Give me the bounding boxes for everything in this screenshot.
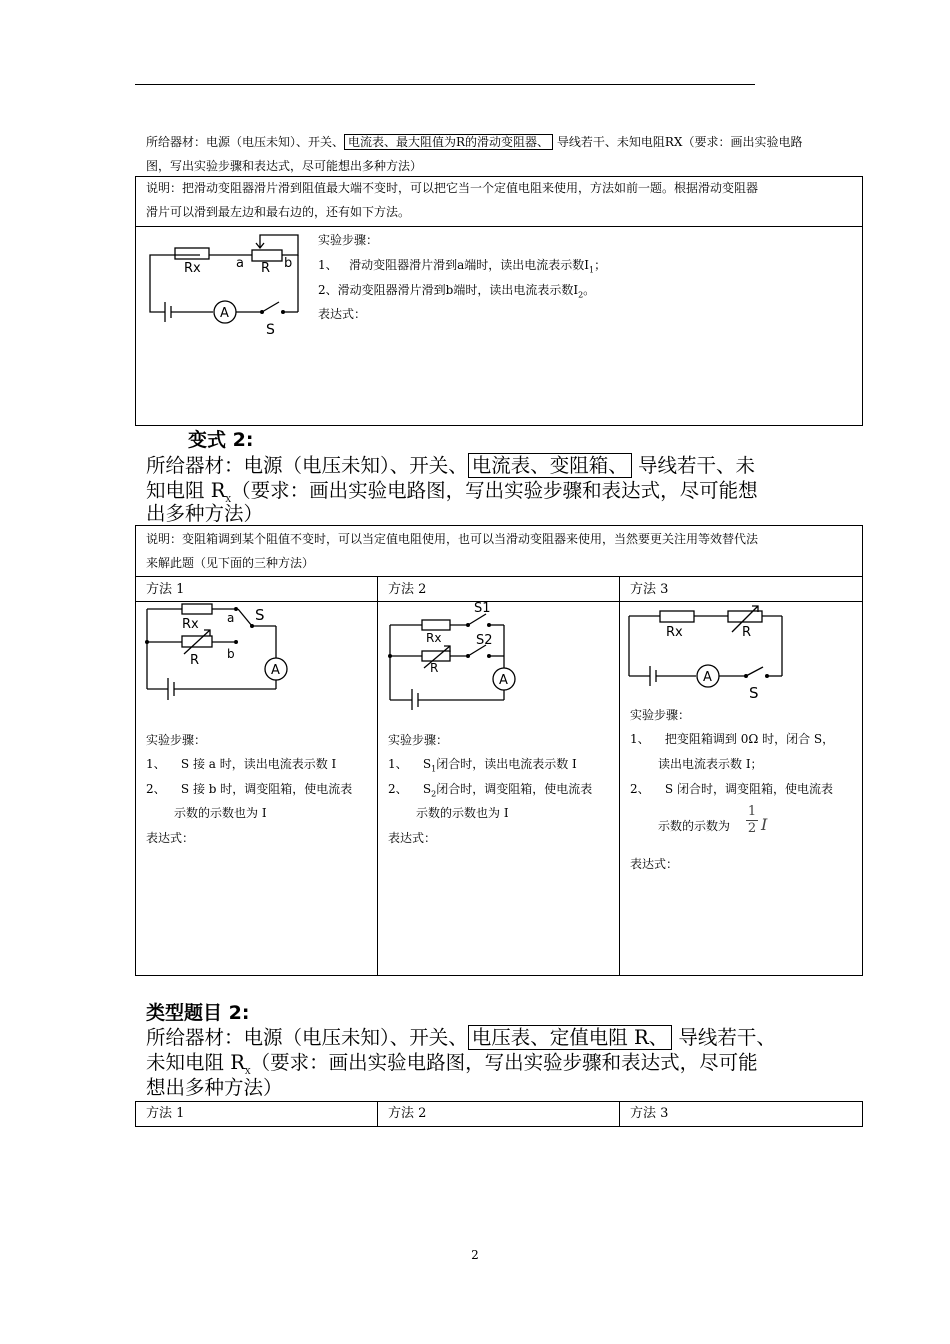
m1-ammeter-label: A xyxy=(271,663,280,678)
variant2-col-divider-2 xyxy=(619,576,620,976)
method2-circuit xyxy=(380,600,525,710)
variant2-line2-sub: X xyxy=(225,494,232,504)
fraction-numerator: 1 xyxy=(747,804,757,819)
m1-step-2-cont: 示数的示数也为 I xyxy=(174,806,267,820)
m2-step-2-num: 2、 xyxy=(388,782,408,796)
given-materials-1-line2: 图，写出实验步骤和表达式，尽可能想出多种方法） xyxy=(146,159,423,173)
m1-step-1-num: 1、 xyxy=(146,757,166,771)
method3-circuit xyxy=(622,604,797,704)
type2-method-3: 方法 3 xyxy=(630,1106,669,1121)
type2-line2-sub: X xyxy=(244,1066,251,1076)
m2-expression-label: 表达式： xyxy=(388,831,437,845)
m1-s-label: S xyxy=(255,606,265,624)
m3-step-2-num: 2、 xyxy=(630,782,650,796)
variant2-line2-a: 知电阻 R xyxy=(146,479,226,502)
variant2-given-prefix: 所给器材：电源（电压未知）、开关、 xyxy=(146,454,468,477)
top-step-1-end: ； xyxy=(594,258,607,272)
m3-step-2-cont-text: 示数的示数为 xyxy=(658,819,731,833)
header-rule xyxy=(135,84,755,85)
variant2-note-line2: 来解此题（见下面的三种方法） xyxy=(146,556,315,570)
variant2-given-line3: 出多种方法） xyxy=(146,502,264,525)
fraction-variable: I xyxy=(761,815,768,834)
method1-circuit xyxy=(140,602,300,702)
m1-expression-label: 表达式： xyxy=(146,831,195,845)
m3-r-label: R xyxy=(742,625,752,640)
m3-expression-label: 表达式： xyxy=(630,857,679,871)
m2-step-2-cont: 示数的示数也为 I xyxy=(416,806,509,820)
top-step-2-text: 2、滑动变阻器滑片滑到b端时，读出电流表示数I xyxy=(318,283,579,297)
given-boxed: 电流表、最大阻值为R的滑动变阻器、 xyxy=(344,134,553,150)
m3-step-1-text: 把变阻箱调到 0Ω 时，闭合 S， xyxy=(664,732,835,746)
top-step-2-end: 。 xyxy=(583,283,596,297)
variant2-given-boxed: 电流表、变阻箱、 xyxy=(468,453,632,478)
m1-step-1 xyxy=(146,752,336,777)
m3-step-2-cont xyxy=(630,814,730,839)
type2-col-divider-1 xyxy=(377,1101,378,1127)
given-suffix: 导线若干、未知电阻RX（要求：画出实验电路 xyxy=(556,135,803,149)
variant2-line2-b: （要求：画出实验电路图，写出实验步骤和表达式，尽可能想 xyxy=(231,479,758,502)
b-label: b xyxy=(284,256,293,271)
m3-step-1 xyxy=(630,727,834,752)
top-step-1-num: 1、 xyxy=(318,258,338,272)
top-note-line1: 说明：把滑动变阻器滑片滑到阻值最大端不变时，可以把它当一个定值电阻来使用，方法如前一题。根据滑动变阻器 xyxy=(146,181,759,195)
top-step-1-text: 滑动变阻器滑片滑到a端时，读出电流表示数I xyxy=(349,258,589,272)
m2-step-2-pre: S xyxy=(422,782,432,796)
type2-given-line3: 想出多种方法） xyxy=(146,1076,283,1099)
m3-rx-label: Rx xyxy=(666,625,683,640)
m3-s-label: S xyxy=(749,684,759,702)
variant2-col-divider-1 xyxy=(377,576,378,976)
top-step-2-sub: 2 xyxy=(578,290,584,300)
m2-step-1-pre: S xyxy=(422,757,432,771)
type2-given-boxed: 电压表、定值电阻 R、 xyxy=(468,1025,672,1050)
type2-table xyxy=(135,1101,863,1127)
given-prefix: 所给器材：电源（电压未知）、开关、 xyxy=(146,135,345,149)
m1-step-1-text: S 接 a 时，读出电流表示数 I xyxy=(180,757,337,771)
m2-step-1-text: 闭合时，读出电流表示数 I xyxy=(436,757,577,771)
type2-given-line1 xyxy=(146,1024,776,1051)
m2-step-1-num: 1、 xyxy=(388,757,408,771)
m2-step-1-sub: 1 xyxy=(431,764,437,774)
m3-ammeter-label: A xyxy=(703,670,712,685)
m2-rx-label: Rx xyxy=(426,631,442,645)
top-note-line2: 滑片可以滑到最左边和最右边的，还有如下方法。 xyxy=(146,205,411,219)
m3-steps-title: 实验步骤： xyxy=(630,708,691,722)
variant2-note-line1: 说明：变阻箱调到某个阻值不变时，可以当定值电阻使用，也可以当滑动变阻器来使用，当然要更关注用等效替代法 xyxy=(146,532,759,546)
method1-title: 方法 1 xyxy=(146,582,185,597)
m2-s2-label: S2 xyxy=(476,633,493,648)
fraction-denominator: 2 xyxy=(747,821,757,836)
m3-step-1-cont: 读出电流表示数 I； xyxy=(658,757,763,771)
rx-label: Rx xyxy=(184,261,201,276)
m2-s1-label: S1 xyxy=(474,601,491,616)
a-label: a xyxy=(236,256,244,271)
m3-step-2 xyxy=(630,777,833,802)
m3-step-1-num: 1、 xyxy=(630,732,650,746)
type2-col-divider-2 xyxy=(619,1101,620,1127)
m1-rx-label: Rx xyxy=(182,617,199,632)
m3-step-2-text: S 闭合时，调变阻箱，使电流表 xyxy=(664,782,833,796)
method3-title: 方法 3 xyxy=(630,582,669,597)
m1-b-label: b xyxy=(227,647,235,661)
type2-given-suffix: 导线若干、 xyxy=(678,1026,776,1049)
variant2-given-suffix: 导线若干、未 xyxy=(637,454,755,477)
r-label: R xyxy=(261,261,271,276)
type2-given-prefix: 所给器材：电源（电压未知）、开关、 xyxy=(146,1026,468,1049)
type2-heading: 类型题目 2: xyxy=(146,1002,250,1024)
top-step-1-sub: 1 xyxy=(589,265,595,275)
m1-step-2-text: S 接 b 时，调变阻箱，使电流表 xyxy=(180,782,353,796)
top-table-divider xyxy=(135,226,863,227)
m1-a-label: a xyxy=(227,611,235,625)
m1-step-2 xyxy=(146,777,352,802)
m2-ammeter-label: A xyxy=(499,673,508,688)
page-number: 2 xyxy=(471,1248,479,1262)
m1-step-2-num: 2、 xyxy=(146,782,166,796)
ammeter-label: A xyxy=(220,306,229,321)
m2-steps-title: 实验步骤： xyxy=(388,733,449,747)
m2-step-2-sub: 2 xyxy=(431,789,437,799)
circuit-diagram-slider xyxy=(140,230,315,340)
type2-method-2: 方法 2 xyxy=(388,1106,427,1121)
type2-method-1: 方法 1 xyxy=(146,1106,185,1121)
fraction xyxy=(746,804,758,837)
type2-line2-a: 未知电阻 R xyxy=(146,1051,245,1074)
switch-label: S xyxy=(266,322,275,338)
top-expression-label: 表达式： xyxy=(318,307,367,321)
variant2-heading: 变式 2: xyxy=(188,429,254,451)
given-materials-1 xyxy=(146,130,846,154)
m2-r-label: R xyxy=(430,661,439,675)
m1-steps-title: 实验步骤： xyxy=(146,733,207,747)
m1-r-label: R xyxy=(190,653,200,668)
top-steps-title: 实验步骤： xyxy=(318,233,379,247)
variant2-given-line1 xyxy=(146,452,755,479)
type2-line2-b: （要求：画出实验电路图，写出实验步骤和表达式，尽可能 xyxy=(250,1051,758,1074)
variant2-table-divider xyxy=(135,576,863,577)
m2-step-2-text: 闭合时，调变阻箱，使电流表 xyxy=(436,782,593,796)
method2-title: 方法 2 xyxy=(388,582,427,597)
